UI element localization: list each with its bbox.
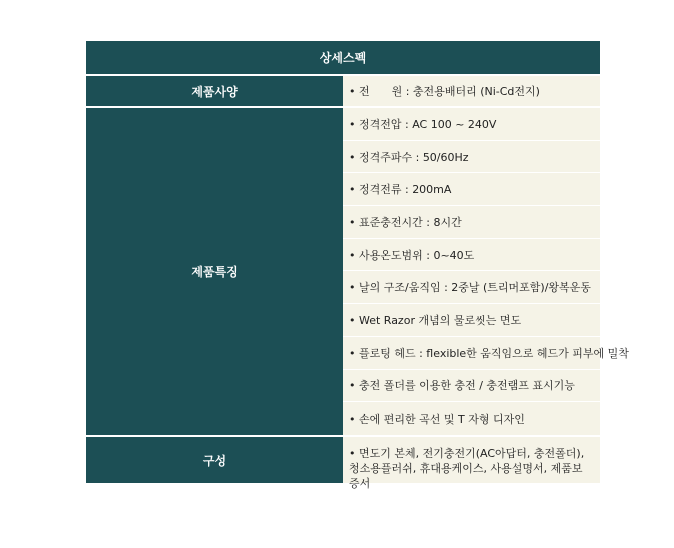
spec-item: • 사용온도범위 : 0~40도 (343, 239, 600, 272)
spec-row-product-spec (86, 75, 600, 107)
spec-table (86, 41, 629, 490)
spec-item: • 정격전류 : 200mA (343, 173, 600, 206)
row-label: 제품특징 (86, 107, 343, 436)
spec-item: • 전 원 : 충전용배터리 (Ni-Cd전지) (349, 85, 540, 98)
spec-item: • 표준충전시간 : 8시간 (343, 206, 600, 239)
row-values (343, 107, 629, 436)
spec-item: • Wet Razor 개념의 물로씻는 면도 (343, 304, 600, 337)
spec-item: • 플로팅 헤드 : flexible한 움직임으로 헤드가 피부에 밀착 (343, 337, 600, 370)
row-label: 구성 (86, 436, 343, 484)
spec-item: • 충전 폴더를 이용한 충전 / 충전램프 표시기능 (343, 370, 600, 403)
spec-item: • 정격전압 : AC 100 ~ 240V (343, 108, 600, 141)
spec-row-components (86, 436, 600, 484)
spec-item: • 날의 구조/움직임 : 2중날 (트리머포함)/왕복운동 (343, 271, 600, 304)
spec-item: • 손에 편리한 곡선 및 T 자형 디자인 (349, 412, 525, 426)
spec-row-features (86, 107, 600, 436)
spec-item: • 정격주파수 : 50/60Hz (343, 141, 600, 174)
row-label: 제품사양 (86, 75, 343, 107)
row-values (343, 436, 600, 490)
row-values (343, 75, 600, 107)
spec-item: • 면도기 본체, 전기충전기(AC아답터, 충전폴더), 청소용플러쉬, 휴대용케이스, 사용설명서, 제품보증서 (349, 447, 585, 490)
spec-table-title: 상세스펙 (86, 41, 600, 75)
